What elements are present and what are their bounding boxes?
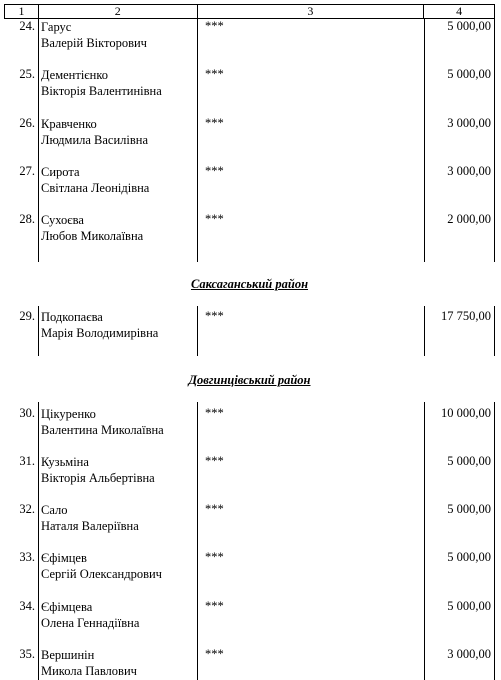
given-names: Світлана Леонідівна: [41, 181, 150, 195]
amount-cell: 3 000,00: [447, 116, 491, 130]
amount-cell: 5 000,00: [447, 454, 491, 468]
column-rule: [38, 402, 39, 680]
column-rule: [197, 19, 198, 262]
person-name: [41, 212, 197, 244]
surname: Сало: [41, 503, 68, 517]
given-names: Людмила Василівна: [41, 133, 149, 147]
header-col-1: 1: [5, 5, 39, 18]
surname: Кравченко: [41, 117, 97, 131]
given-names: Сергій Олександрович: [41, 567, 162, 581]
document-page: [4, 4, 495, 680]
amount-cell: 5 000,00: [447, 19, 491, 33]
note-cell: ***: [205, 502, 224, 516]
surname: Цікуренко: [41, 407, 96, 421]
note-cell: ***: [205, 599, 224, 613]
person-name: [41, 599, 197, 631]
row-number: 31.: [19, 454, 35, 468]
row-number: 34.: [19, 599, 35, 613]
column-rule: [424, 402, 425, 680]
column-rule: [494, 306, 495, 356]
given-names: Валентина Миколаївна: [41, 423, 164, 437]
given-names: Любов Миколаївна: [41, 229, 144, 243]
amount-cell: 2 000,00: [447, 212, 491, 226]
header-col-2: 2: [39, 5, 198, 18]
given-names: Вікторія Альбертівна: [41, 471, 155, 485]
person-name: [41, 164, 197, 196]
amount-cell: 5 000,00: [447, 550, 491, 564]
column-rule: [494, 402, 495, 680]
row-number: 25.: [19, 67, 35, 81]
note-cell: ***: [205, 550, 224, 564]
row-number: 32.: [19, 502, 35, 516]
amount-cell: 3 000,00: [447, 164, 491, 178]
section-heading: Довгинцівський район: [188, 373, 311, 387]
note-cell: ***: [205, 67, 224, 81]
given-names: Валерій Вікторович: [41, 36, 147, 50]
header-col-4: 4: [456, 4, 463, 18]
person-name: [41, 550, 197, 582]
given-names: Вікторія Валентинівна: [41, 84, 162, 98]
person-name: [41, 67, 197, 99]
row-number: 24.: [19, 19, 35, 33]
amount-cell: 5 000,00: [447, 502, 491, 516]
column-rule: [38, 19, 39, 262]
table-header: [4, 4, 495, 19]
surname: Вершинін: [41, 648, 95, 662]
surname: Сирота: [41, 165, 80, 179]
note-cell: ***: [205, 406, 224, 420]
column-rule: [197, 306, 198, 356]
amount-cell: 5 000,00: [447, 67, 491, 81]
column-rule: [197, 402, 198, 680]
column-rule: [424, 19, 425, 262]
person-name: [41, 454, 197, 486]
note-cell: ***: [205, 309, 224, 323]
row-number: 26.: [19, 116, 35, 130]
person-name: [41, 309, 197, 341]
note-cell: ***: [205, 454, 224, 468]
amount-cell: 17 750,00: [441, 309, 491, 323]
column-rule: [494, 19, 495, 262]
person-name: [41, 647, 197, 679]
surname: Подкопаєва: [41, 310, 103, 324]
person-name: [41, 116, 197, 148]
person-name: [41, 19, 197, 51]
amount-cell: 5 000,00: [447, 599, 491, 613]
surname: Гарус: [41, 20, 72, 34]
row-number: 29.: [19, 309, 35, 323]
row-number: 27.: [19, 164, 35, 178]
note-cell: ***: [205, 19, 224, 33]
column-rule: [38, 306, 39, 356]
column-rule: [424, 306, 425, 356]
amount-cell: 10 000,00: [441, 406, 491, 420]
person-name: [41, 502, 197, 534]
row-number: 33.: [19, 550, 35, 564]
given-names: Марія Володимирівна: [41, 326, 159, 340]
row-number: 28.: [19, 212, 35, 226]
row-number: 30.: [19, 406, 35, 420]
note-cell: ***: [205, 164, 224, 178]
amount-cell: 3 000,00: [447, 647, 491, 661]
note-cell: ***: [205, 116, 224, 130]
surname: Кузьміна: [41, 455, 89, 469]
given-names: Олена Геннадіївна: [41, 616, 140, 630]
header-col-3: 3: [198, 5, 425, 18]
given-names: Наталя Валеріївна: [41, 519, 139, 533]
note-cell: ***: [205, 212, 224, 226]
surname: Єфімцев: [41, 551, 87, 565]
section-heading: Саксаганський район: [190, 277, 309, 291]
note-cell: ***: [205, 647, 224, 661]
surname: Дементієнко: [41, 68, 109, 82]
surname: Сухоєва: [41, 213, 84, 227]
row-number: 35.: [19, 647, 35, 661]
person-name: [41, 406, 197, 438]
given-names: Микола Павлович: [41, 664, 137, 678]
surname: Єфімцева: [41, 600, 93, 614]
